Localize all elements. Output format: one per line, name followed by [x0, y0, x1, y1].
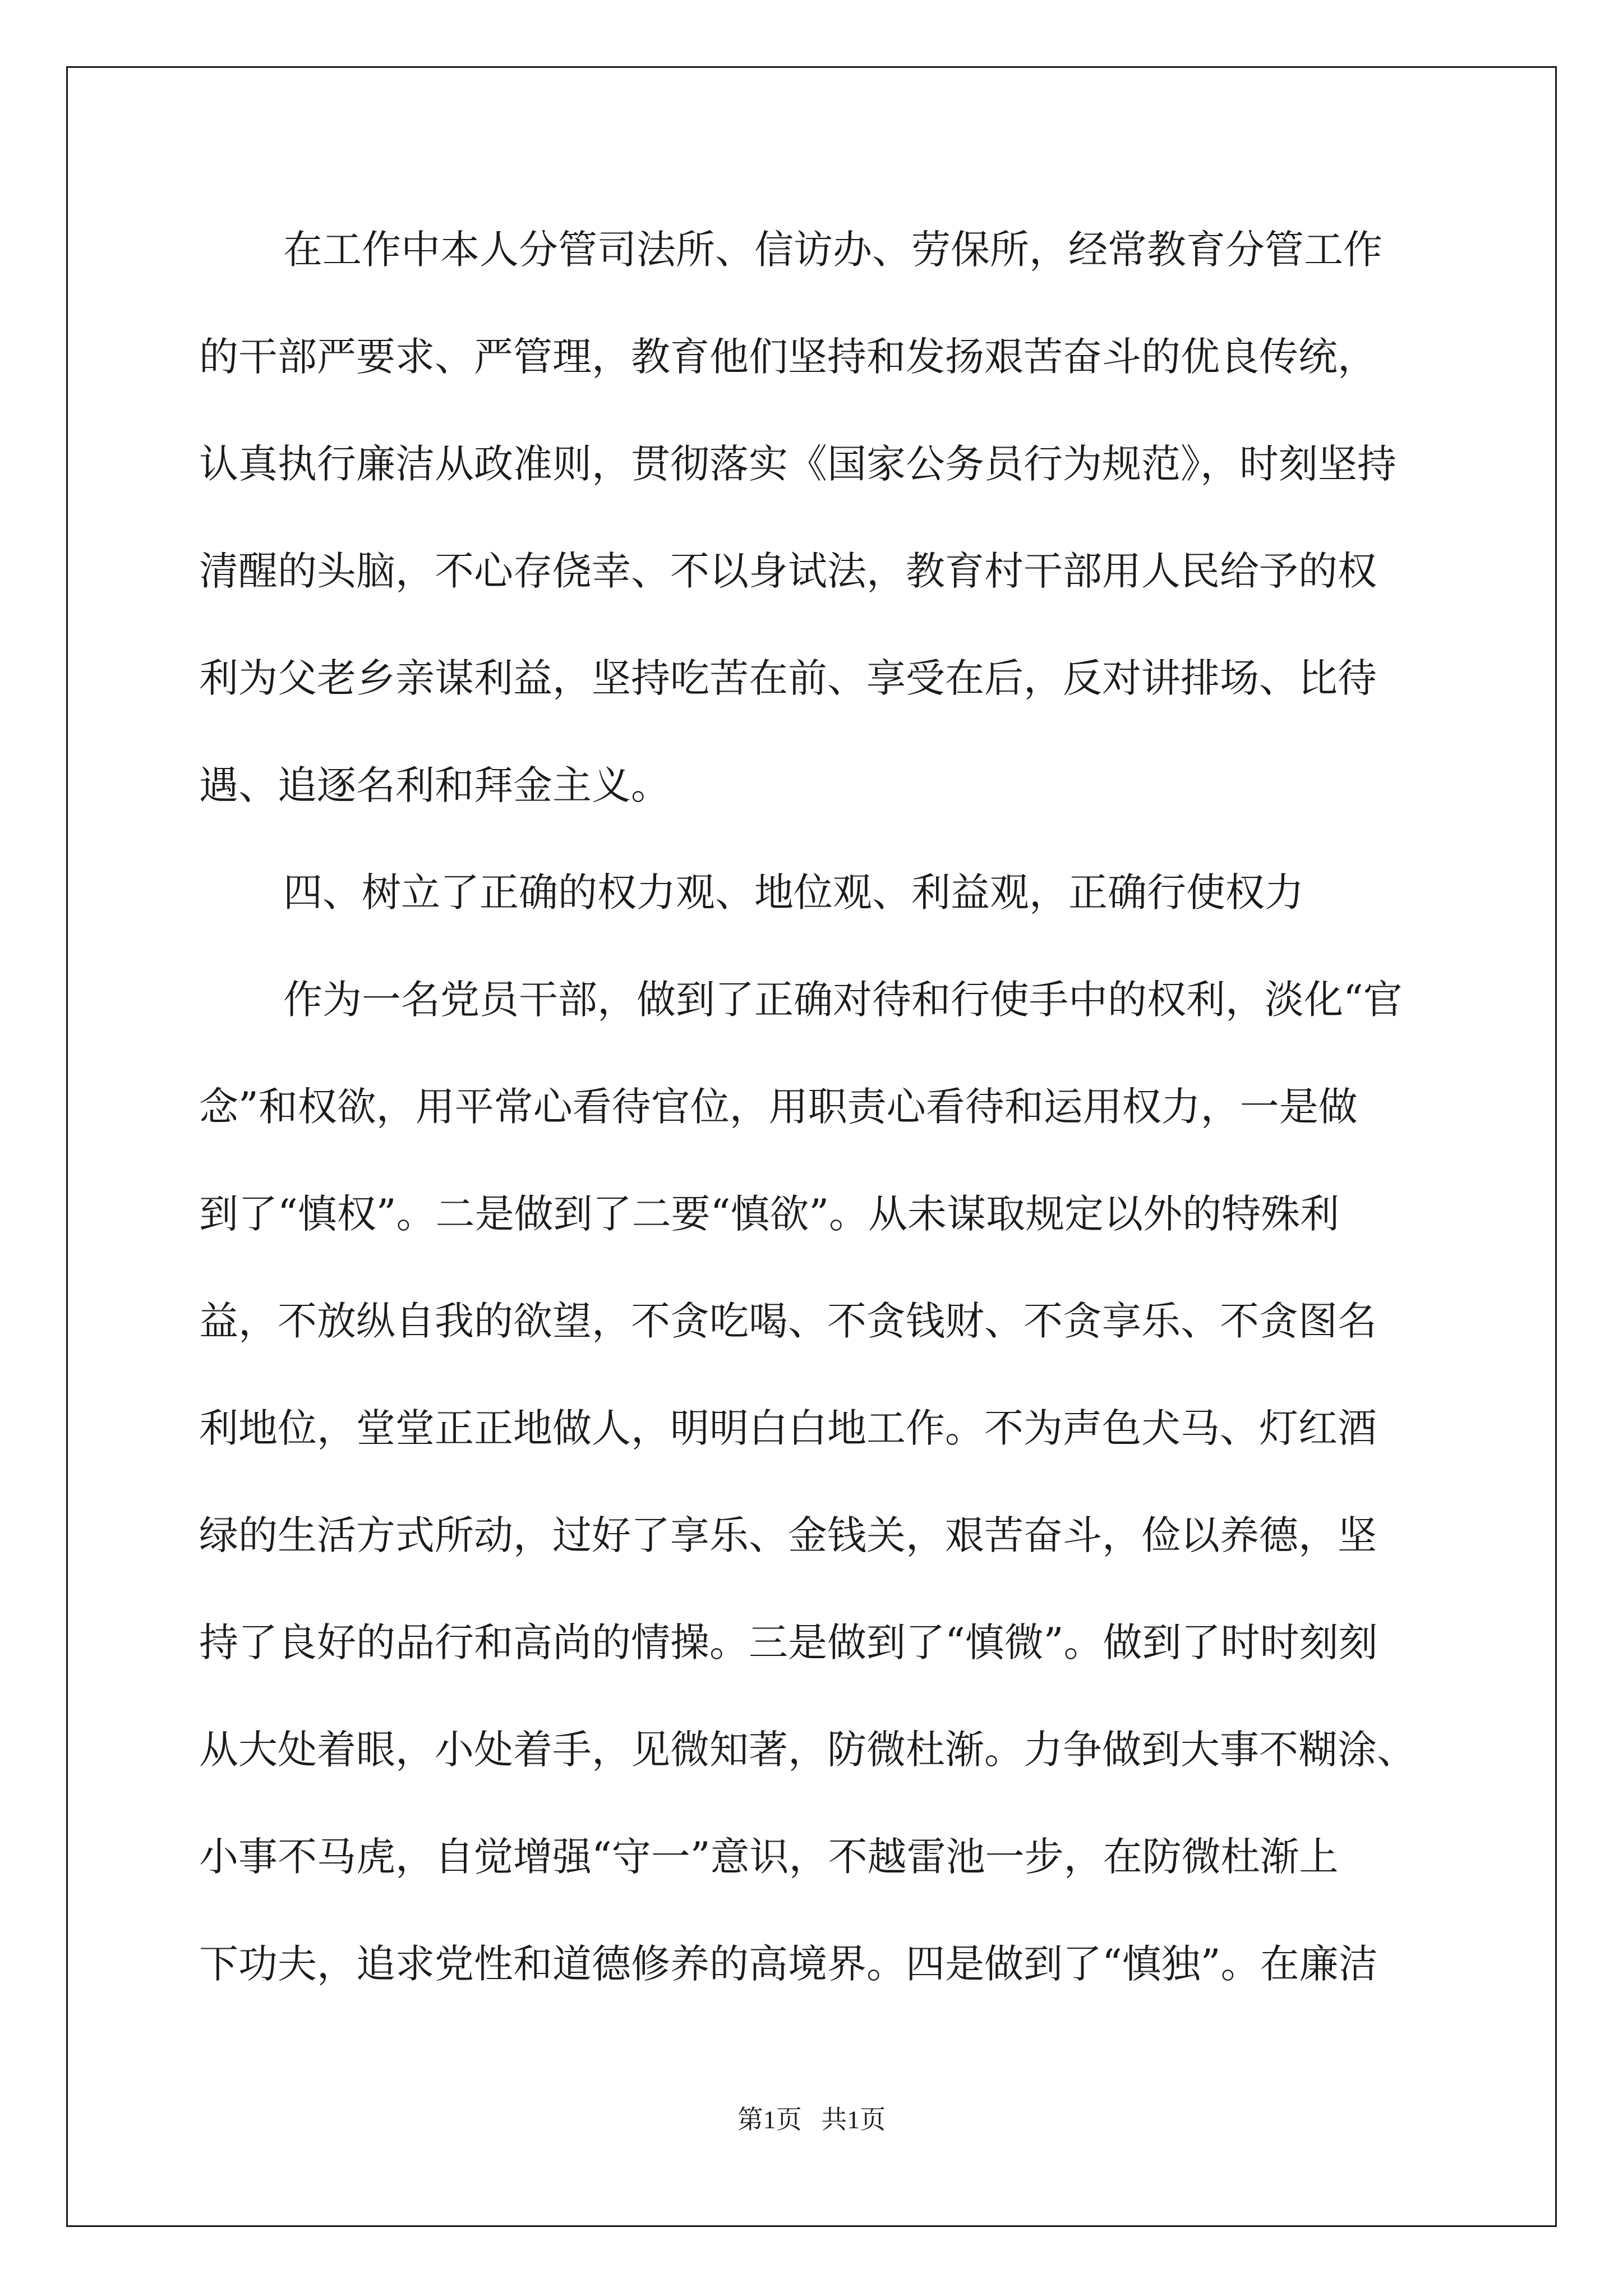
text-line: 作为一名党员干部，做到了正确对待和行使手中的权利，淡化“官 — [283, 977, 1403, 1023]
text-line: 持了良好的品行和高尚的情操。三是做到了“慎微”。做到了时时刻刻 — [199, 1619, 1378, 1665]
text-line: 益，不放纵自我的欲望，不贪吃喝、不贪钱财、不贪享乐、不贪图名 — [199, 1298, 1377, 1344]
text-line: 到了“慎权”。二是做到了二要“慎欲”。从未谋取规定以外的特殊利 — [199, 1191, 1340, 1237]
text-line: 利地位，堂堂正正地做人，明明白白地工作。不为声色犬马、灯红酒 — [199, 1405, 1377, 1451]
text-line: 下功夫，追求党性和道德修养的高境界。四是做到了“慎独”。在廉洁 — [199, 1941, 1378, 1987]
text-line: 清醒的头脑，不心存侥幸、不以身试法，教育村干部用人民给予的权 — [199, 548, 1377, 594]
section-heading: 四、树立了正确的权力观、地位观、利益观，正确行使权力 — [283, 869, 1304, 915]
text-line: 利为父老乡亲谋利益，坚持吃苦在前、享受在后，反对讲排场、比待 — [199, 655, 1377, 701]
page-number: 第1页 共1页 — [737, 2105, 886, 2134]
text-line: 在工作中本人分管司法所、信访办、劳保所，经常教育分管工作 — [283, 227, 1382, 273]
document-body — [199, 219, 1433, 2040]
text-line: 认真执行廉洁从政准则，贯彻落实《国家公务员行为规范》，时刻坚持 — [199, 441, 1396, 487]
text-line: 的干部严要求、严管理，教育他们坚持和发扬艰苦奋斗的优良传统， — [199, 334, 1377, 380]
text-line: 遇、追逐名利和拜金主义。 — [199, 762, 670, 808]
text-line: 从大处着眼，小处着手，见微知著，防微杜渐。力争做到大事不糊涂、 — [199, 1727, 1416, 1773]
text-line: 念”和权欲，用平常心看待官位，用职责心看待和运用权力，一是做 — [199, 1084, 1358, 1130]
text-line: 小事不马虎，自觉增强“守一”意识，不越雷池一步，在防微杜渐上 — [199, 1834, 1339, 1880]
text-line: 绿的生活方式所动，过好了享乐、金钱关，艰苦奋斗，俭以养德，坚 — [199, 1512, 1377, 1558]
